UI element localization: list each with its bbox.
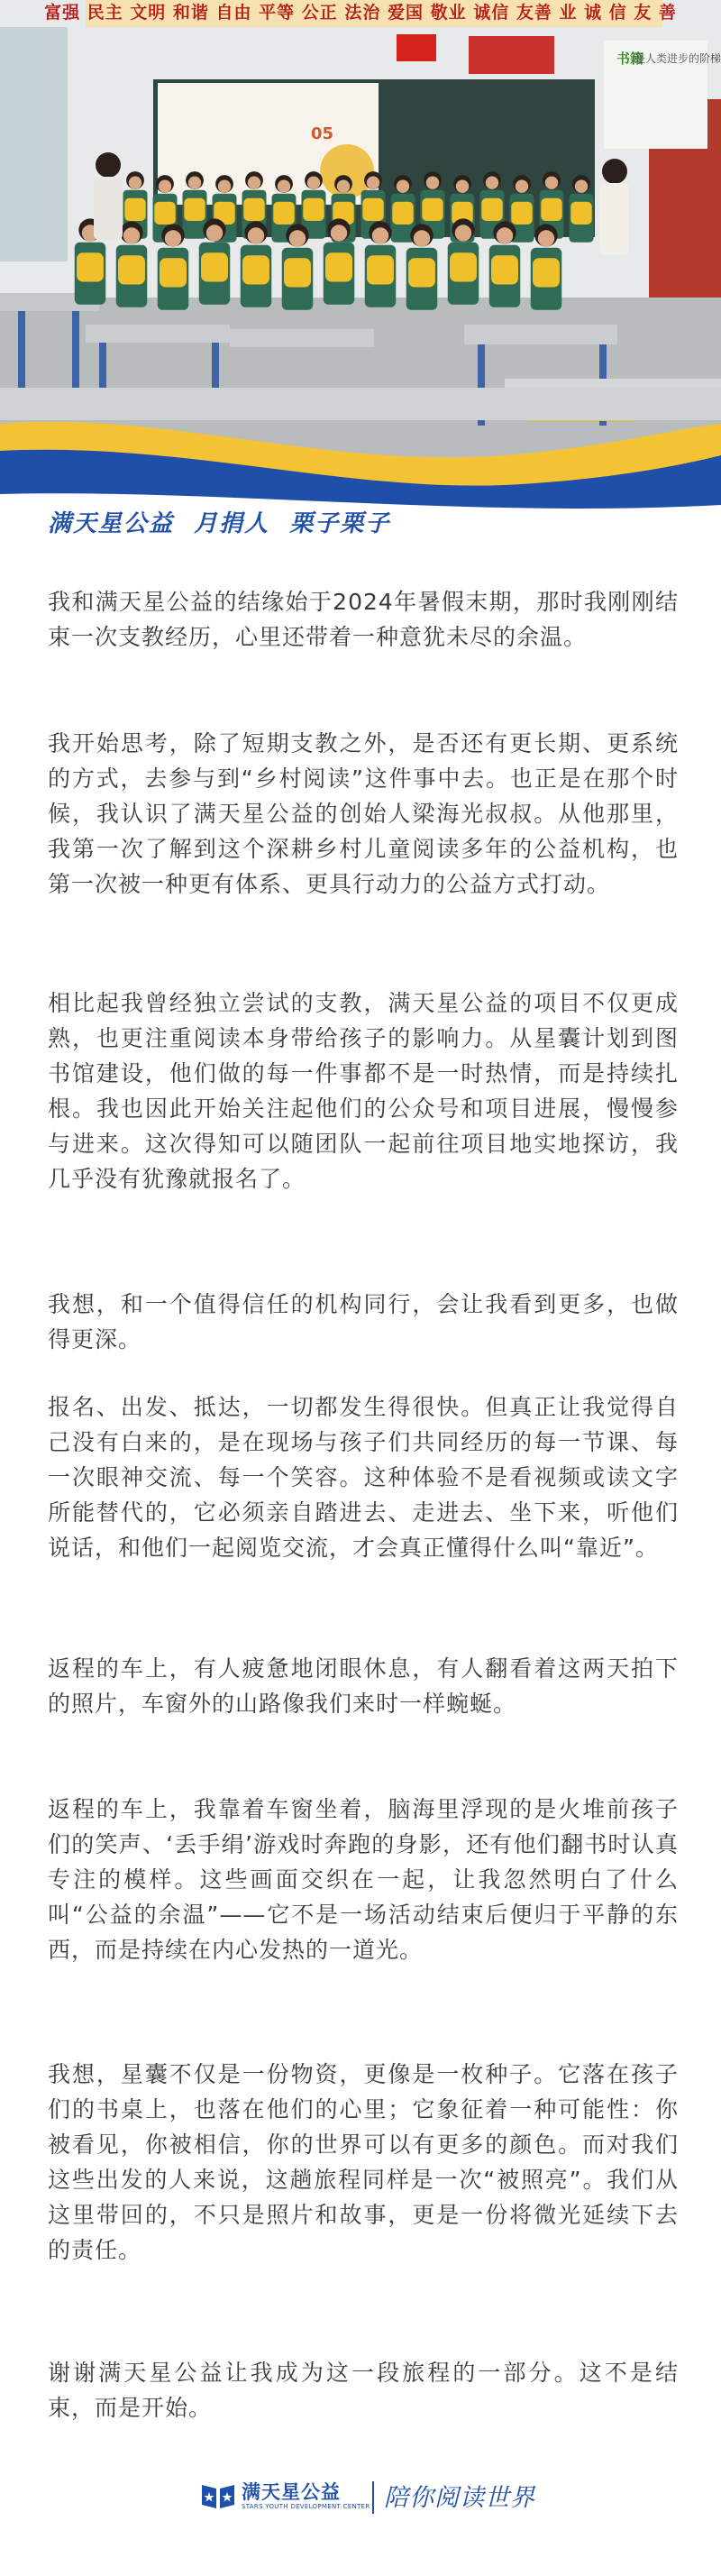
article-title: 满天星公益 月捐人 栗子栗子 xyxy=(48,510,391,537)
paragraph-5: 报名、出发、抵达，一切都发生得很快。但真正让我觉得自己没有白来的，是在现场与孩子们共同经历的每一节课、每一次眼神交流、每一个笑容。这种体验不是看视频或读文字所能替代的，它必须亲自踏进去、走进去、坐下来，听他们说话，和他们一起阅览交流，才会真正懂得什么叫“靠近”。 xyxy=(48,1394,679,1561)
paragraph-4: 我想，和一个值得信任的机构同行，会让我看到更多，也做得更深。 xyxy=(48,1291,679,1352)
student-face xyxy=(516,180,528,193)
yellow-book-bag xyxy=(541,198,561,221)
classroom-scene xyxy=(0,0,721,518)
student-face xyxy=(538,230,554,246)
student-face xyxy=(456,180,469,193)
classroom-slogan-banner: 富强 民主 文明 和谐 自由 平等 公正 法治 爱国 敬业 诚信 友善 业 诚 信 友 善 xyxy=(44,3,677,23)
student-face xyxy=(248,177,260,189)
paragraph-6: 返程的车上，有人疲惫地闭眼休息，有人翻看着这两天拍下的照片，车窗外的山路像我们来时一样蜿蜒。 xyxy=(48,1655,679,1717)
yellow-book-bag xyxy=(367,255,394,284)
student-face xyxy=(455,225,471,241)
student-face xyxy=(123,227,140,243)
yellow-book-bag xyxy=(422,198,443,221)
poster-subtitle: 是人类进步的阶梯 xyxy=(634,52,721,65)
yellow-book-bag xyxy=(284,258,311,287)
yellow-book-bag xyxy=(303,198,324,221)
poster-title: 书籍 xyxy=(616,50,644,67)
student-face xyxy=(129,177,141,189)
brand-name-en: STARS YOUTH DEVELOPMENT CENTER xyxy=(242,2503,370,2510)
student-face xyxy=(414,230,430,246)
student-face xyxy=(426,177,439,189)
yellow-book-bag xyxy=(184,198,205,221)
student-face xyxy=(497,227,513,243)
yellow-book-bag xyxy=(124,198,145,221)
yellow-book-bag xyxy=(362,198,383,221)
footer-brand xyxy=(0,2471,721,2525)
student-face xyxy=(367,177,379,189)
yellow-book-bag xyxy=(243,198,264,221)
paragraph-9: 谢谢满天星公益让我成为这一段旅程的一部分。这不是结束，而是开始。 xyxy=(48,2360,679,2421)
yellow-book-bag xyxy=(511,202,532,225)
student-face xyxy=(188,177,201,189)
paragraph-3: 相比起我曾经独立尝试的支教，满天星公益的项目不仅更成熟，也更注重阅读本身带给孩子的影响力。从星囊计划到图书馆建设，他们做的每一件事都不是一时热情，而是持续扎根。我也因此开始关注起他们的公众号和项目进展，慢慢参与进来。这次得知可以随团队一起前往项目地实地探访，我几乎没有犹豫就报名了。 xyxy=(48,990,679,1192)
yellow-book-bag xyxy=(481,198,502,221)
yellow-book-bag xyxy=(273,202,294,225)
student-face xyxy=(206,225,223,241)
paragraph-1: 我和满天星公益的结缘始于2024年暑假末期，那时我刚刚结束一次支教经历，心里还带着一种意犹未尽的余温。 xyxy=(48,589,679,650)
open-book-logo-icon xyxy=(200,2480,236,2510)
yellow-book-bag xyxy=(408,258,435,287)
student-face xyxy=(165,230,181,246)
slide-number: 05 xyxy=(311,124,334,143)
student-face xyxy=(575,180,588,193)
student-face xyxy=(289,230,306,246)
yellow-book-bag xyxy=(242,255,269,284)
student-face xyxy=(307,177,320,189)
yellow-book-bag xyxy=(325,252,352,281)
brand-name-cn: 满天星公益 xyxy=(242,2481,341,2503)
student-face xyxy=(545,177,558,189)
hero-photo xyxy=(0,0,721,518)
yellow-book-bag xyxy=(118,255,145,284)
student-face xyxy=(397,180,409,193)
student-face xyxy=(248,227,264,243)
student-face xyxy=(486,177,498,189)
paragraph-8: 我想，星囊不仅是一份物资，更像是一枚种子。它落在孩子们的书桌上，也落在他们的心里；它象征着一种可能性：你被看见，你被相信，你的世界可以有更多的颜色。而对我们这些出发的人来说，这趟旅程同样是一次“被照亮”。我们从这里带回的，不只是照片和故事，更是一份将微光延续下去的责任。 xyxy=(48,2061,679,2263)
yellow-book-bag xyxy=(392,202,413,225)
paragraph-2: 我开始思考，除了短期支教之外，是否还有更长期、更系统的方式，去参与到“乡村阅读”这件事中去。也正是在那个时候，我认识了满天星公益的创始人梁海光叔叔。从他那里，我第一次了解到这个深耕乡村儿童阅读多年的公益机构，也第一次被一种更有体系、更具行动力的公益方式打动。 xyxy=(48,730,679,897)
yellow-book-bag xyxy=(160,258,187,287)
footer-slogan: 陪你阅读世界 xyxy=(384,2484,535,2512)
yellow-book-bag xyxy=(201,252,228,281)
student-face xyxy=(218,180,231,193)
student-face xyxy=(331,225,347,241)
yellow-book-bag xyxy=(450,252,477,281)
student-face xyxy=(159,180,171,193)
student-face xyxy=(337,180,350,193)
yellow-book-bag xyxy=(77,252,104,281)
yellow-book-bag xyxy=(491,255,518,284)
yellow-book-bag xyxy=(154,202,175,225)
student-face xyxy=(278,180,290,193)
yellow-book-bag xyxy=(570,202,591,225)
footer-divider xyxy=(372,2481,374,2514)
paragraph-7: 返程的车上，我靠着车窗坐着，脑海里浮现的是火堆前孩子们的笑声、‘丢手绢’游戏时奔跑的身影，还有他们翻书时认真专注的模样。这些画面交织在一起，让我忽然明白了什么叫“公益的余温”——它不是一场活动结束后便归于平静的东西，而是持续在内心发热的一道光。 xyxy=(48,1796,679,1963)
yellow-book-bag xyxy=(533,258,560,287)
student-face xyxy=(372,227,388,243)
